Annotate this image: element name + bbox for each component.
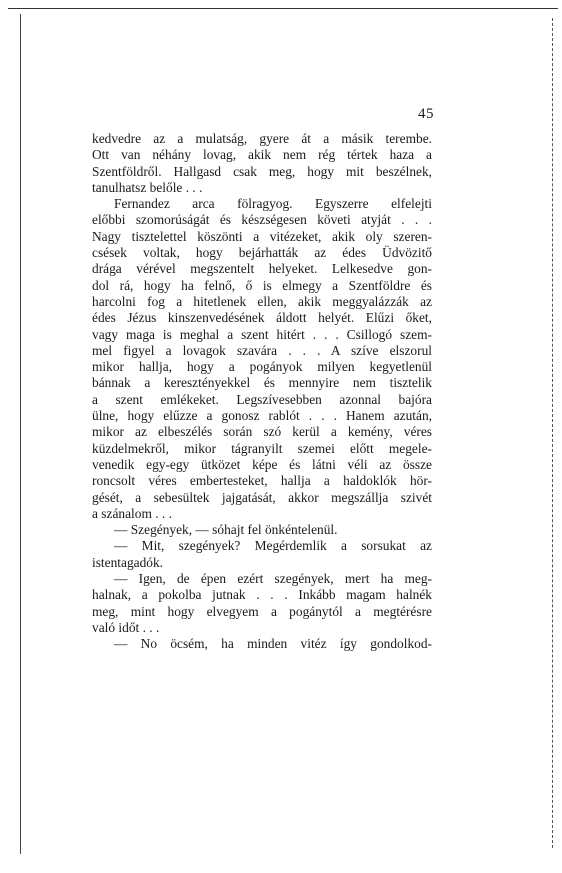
text-line: harcolni fog a hitetlenek ellen, akik meggyalázzák az (92, 293, 432, 309)
text-line: venedik egy-egy ütközet képe és látni véli az össze (92, 456, 432, 472)
text-line: Nagy tisztelettel köszönti a vitézeket, akik oly szeren- (92, 228, 432, 244)
text-line: csések voltak, hogy bejárhatták az édes Üdvözitő (92, 245, 432, 261)
text-line: tanulhatsz belőle . . . (92, 179, 203, 195)
text-line: roncsolt véres embertesteket, hallja a haldoklók hör- (92, 473, 432, 489)
text-line: küzdelmekről, mikor tágranyilt szemei előtt megele- (92, 440, 432, 456)
text-line: Ott van néhány lovag, akik nem rég tértek haza a (92, 147, 432, 163)
text-line: Szentföldről. Hallgasd csak meg, hogy mit beszélnek, (92, 163, 432, 179)
text-line: Fernandez arca fölragyog. Egyszerre elfelejti (114, 196, 432, 212)
text-line: mikor hallja, hogy a pogányok milyen kegyetlenül (92, 359, 432, 375)
text-line: a szent emlékeket. Legszívesebben azonnal bajóra (92, 391, 432, 407)
text-line: istentagadók. (92, 554, 164, 570)
text-line: kedvedre az a mulatság, gyere át a másik terembe. (92, 131, 432, 146)
page-frame-left-rule (20, 14, 21, 854)
text-line: ülne, hogy elűzze a gonosz rablót . . . Hanem azután, (92, 408, 432, 424)
text-line: gését, a sebesültek jajgatását, akkor megszállja szivét (92, 489, 432, 505)
text-line: — Mit, szegények? Megérdemlik a sorsukat az (114, 538, 432, 554)
text-line: — Igen, de épen ezért szegények, mert ha meg- (114, 571, 432, 587)
text-line: a szánalom . . . (92, 505, 172, 521)
text-line: dol rá, hogy ha felnő, ő is elmegy a Szentföldre és (92, 277, 432, 293)
page-number: 45 (418, 106, 434, 122)
text-line: meg, mint hogy elvegyem a pogánytól a megtérésre (92, 603, 432, 619)
text-line: vagy maga is meghal a szent hitért . . . Csillogó szem- (92, 326, 432, 342)
text-line: — No öcsém, ha minden vitéz így gondolkod- (114, 636, 432, 652)
page-frame-right-rule (552, 18, 553, 848)
text-line: bánnak a keresztényekkel és mennyire nem tisztelik (92, 375, 432, 391)
text-line: édes Jézus kinszenvedésének áldott helyét. Elűzi őket, (92, 310, 432, 326)
text-line: — Szegények, — sóhajt fel önkéntelenül. (114, 522, 338, 538)
body-text (92, 131, 432, 653)
text-line: mel figyel a lovagok szavára . . . A szíve elszorul (92, 342, 432, 358)
text-line: drága vérével megszentelt helyeket. Lelkesedve gon- (92, 261, 432, 277)
text-line: előbbi szomorúságát és készségesen követi atyját . . . (92, 212, 432, 228)
text-line: halnak, a pokolba jutnak . . . Inkább magam halnék (92, 587, 432, 603)
text-line: mikor az elbeszélés során szó kerül a kemény, véres (92, 424, 432, 440)
page-frame-top-rule (8, 8, 558, 9)
text-line: való időt . . . (92, 619, 160, 635)
